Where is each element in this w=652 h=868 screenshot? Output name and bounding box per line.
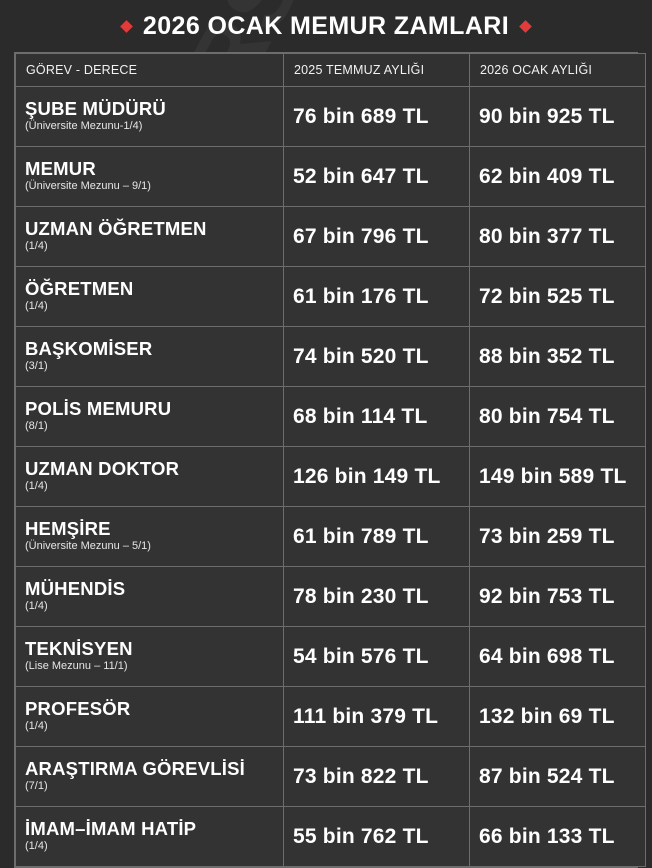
cell-salary-january-2026: 80 bin 377 TL	[470, 207, 646, 267]
diamond-left-icon	[120, 20, 133, 33]
cell-salary-july-2025: 126 bin 149 TL	[284, 447, 470, 507]
cell-salary-july-2025: 54 bin 576 TL	[284, 627, 470, 687]
table-row	[16, 447, 646, 507]
column-header-role: GÖREV - DERECE	[16, 54, 284, 87]
role-degree: (3/1)	[25, 360, 48, 373]
cell-salary-july-2025: 68 bin 114 TL	[284, 387, 470, 447]
role-title: MÜHENDİS	[25, 577, 126, 599]
cell-salary-january-2026: 88 bin 352 TL	[470, 327, 646, 387]
role-degree: (8/1)	[25, 420, 48, 433]
cell-salary-july-2025: 61 bin 789 TL	[284, 507, 470, 567]
title-bar	[0, 0, 652, 52]
table-row	[16, 627, 646, 687]
role-title: UZMAN DOKTOR	[25, 457, 180, 479]
table-row	[16, 147, 646, 207]
cell-role	[16, 447, 284, 507]
cell-role	[16, 687, 284, 747]
role-degree: (Üniversite Mezunu – 5/1)	[25, 540, 151, 553]
cell-salary-july-2025: 61 bin 176 TL	[284, 267, 470, 327]
diamond-right-icon	[519, 20, 532, 33]
role-title: UZMAN ÖĞRETMEN	[25, 217, 207, 239]
role-title: ŞUBE MÜDÜRÜ	[25, 97, 166, 119]
table-row	[16, 687, 646, 747]
cell-role	[16, 387, 284, 447]
cell-salary-july-2025: 78 bin 230 TL	[284, 567, 470, 627]
table-row	[16, 747, 646, 807]
column-header-july-2025: 2025 TEMMUZ AYLIĞI	[284, 54, 470, 87]
cell-role	[16, 87, 284, 147]
role-title: TEKNİSYEN	[25, 637, 133, 659]
table-header	[16, 54, 646, 87]
cell-salary-january-2026: 149 bin 589 TL	[470, 447, 646, 507]
role-title: MEMUR	[25, 157, 96, 179]
cell-salary-july-2025: 111 bin 379 TL	[284, 687, 470, 747]
cell-salary-july-2025: 74 bin 520 TL	[284, 327, 470, 387]
role-degree: (1/4)	[25, 840, 48, 853]
salary-table-container	[14, 52, 638, 868]
role-title: ARAŞTIRMA GÖREVLİSİ	[25, 757, 245, 779]
table-row	[16, 327, 646, 387]
cell-role	[16, 147, 284, 207]
cell-salary-january-2026: 72 bin 525 TL	[470, 267, 646, 327]
role-title: PROFESÖR	[25, 697, 131, 719]
table-row	[16, 207, 646, 267]
cell-role	[16, 807, 284, 867]
page-title: 2026 OCAK MEMUR ZAMLARI	[142, 11, 510, 40]
role-title: HEMŞİRE	[25, 517, 111, 539]
role-degree: (Üniversite Mezunu – 9/1)	[25, 180, 151, 193]
cell-role	[16, 267, 284, 327]
cell-salary-july-2025: 52 bin 647 TL	[284, 147, 470, 207]
role-title: ÖĞRETMEN	[25, 277, 134, 299]
column-header-january-2026: 2026 OCAK AYLIĞI	[470, 54, 646, 87]
role-degree: (1/4)	[25, 600, 48, 613]
table-header-row	[16, 54, 646, 87]
cell-role	[16, 207, 284, 267]
role-degree: (1/4)	[25, 480, 48, 493]
role-title: BAŞKOMİSER	[25, 337, 153, 359]
cell-salary-january-2026: 64 bin 698 TL	[470, 627, 646, 687]
cell-role	[16, 567, 284, 627]
role-degree: (1/4)	[25, 300, 48, 313]
cell-salary-january-2026: 73 bin 259 TL	[470, 507, 646, 567]
role-degree: (Üniversite Mezunu-1/4)	[25, 120, 143, 133]
table-row	[16, 567, 646, 627]
cell-salary-july-2025: 67 bin 796 TL	[284, 207, 470, 267]
cell-role	[16, 327, 284, 387]
role-title: İMAM–İMAM HATİP	[25, 817, 197, 839]
cell-salary-january-2026: 62 bin 409 TL	[470, 147, 646, 207]
cell-role	[16, 627, 284, 687]
cell-salary-january-2026: 92 bin 753 TL	[470, 567, 646, 627]
role-title: POLİS MEMURU	[25, 397, 172, 419]
role-degree: (7/1)	[25, 780, 48, 793]
cell-role	[16, 747, 284, 807]
table-row	[16, 507, 646, 567]
role-degree: (1/4)	[25, 240, 48, 253]
cell-salary-january-2026: 90 bin 925 TL	[470, 87, 646, 147]
cell-salary-january-2026: 87 bin 524 TL	[470, 747, 646, 807]
salary-table	[15, 53, 646, 867]
table-body	[16, 87, 646, 867]
table-row	[16, 807, 646, 867]
table-row	[16, 87, 646, 147]
cell-role	[16, 507, 284, 567]
role-degree: (Lise Mezunu – 11/1)	[25, 660, 128, 673]
cell-salary-january-2026: 80 bin 754 TL	[470, 387, 646, 447]
cell-salary-january-2026: 132 bin 69 TL	[470, 687, 646, 747]
cell-salary-july-2025: 76 bin 689 TL	[284, 87, 470, 147]
cell-salary-january-2026: 66 bin 133 TL	[470, 807, 646, 867]
table-row	[16, 387, 646, 447]
role-degree: (1/4)	[25, 720, 48, 733]
cell-salary-july-2025: 55 bin 762 TL	[284, 807, 470, 867]
cell-salary-july-2025: 73 bin 822 TL	[284, 747, 470, 807]
table-row	[16, 267, 646, 327]
